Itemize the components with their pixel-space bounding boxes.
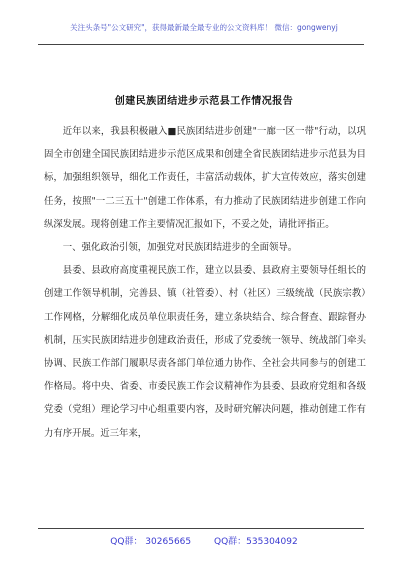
paragraph-intro: 近年以来，我县积极融入■民族团结进步创建"一廊一区一带"行动，以巩固全市创建全国民族团结进步示范区成果和创建全省民族团结进步示范县为目标，加强组织领导，细化工作责任，丰富活动载体，扩大宣传效应，落实创建任务，按照"一二三五十"创建工作体系，有力推动了民族团结进步创建工作向纵深发展。现将创建工作主要情况汇报如下，不妥之处，请批评指正。 — [44, 126, 366, 230]
header-divider — [38, 44, 364, 45]
paragraph-section-heading: 一、强化政治引领，加强党对民族团结进步的全面领导。 — [62, 242, 298, 254]
footer-qq-group-1: QQ群： 30265665 — [110, 537, 192, 547]
document-title: 创建民族团结进步示范县工作情况报告 — [114, 96, 294, 107]
document-body — [44, 120, 366, 445]
paragraph-body: 县委、县政府高度重视民族工作，建立以县委、县政府主要领导任组长的创建工作领导机制，完善县、镇（社管委）、村（社区）三级统战（民族宗教）工作网格，分解细化成员单位职责任务，建立条块结合、综合督查、跟踪督办机制，压实民族团结进步创建政治责任，形成了党委统一领导、统战部门牵头协调、民族工作部门履职尽责各部门单位通力协作、全社会共同参与的创建工作格局。将中央、省委、市委民族工作会议精神作为县委、县政府党组和各级党委（党组）理论学习中心组重要内容，及时研究解决问题，推动创建工作有力有序开展。近三年来， — [44, 265, 366, 439]
footer-qq-group-2: QQ群：535304092 — [214, 537, 298, 547]
header-promo-text: 关注头条号"公文研究"，获得最新最全最专业的公文资料库！ 微信：gongwenyj — [70, 23, 338, 32]
footer — [0, 534, 408, 547]
footer-divider — [38, 528, 364, 529]
